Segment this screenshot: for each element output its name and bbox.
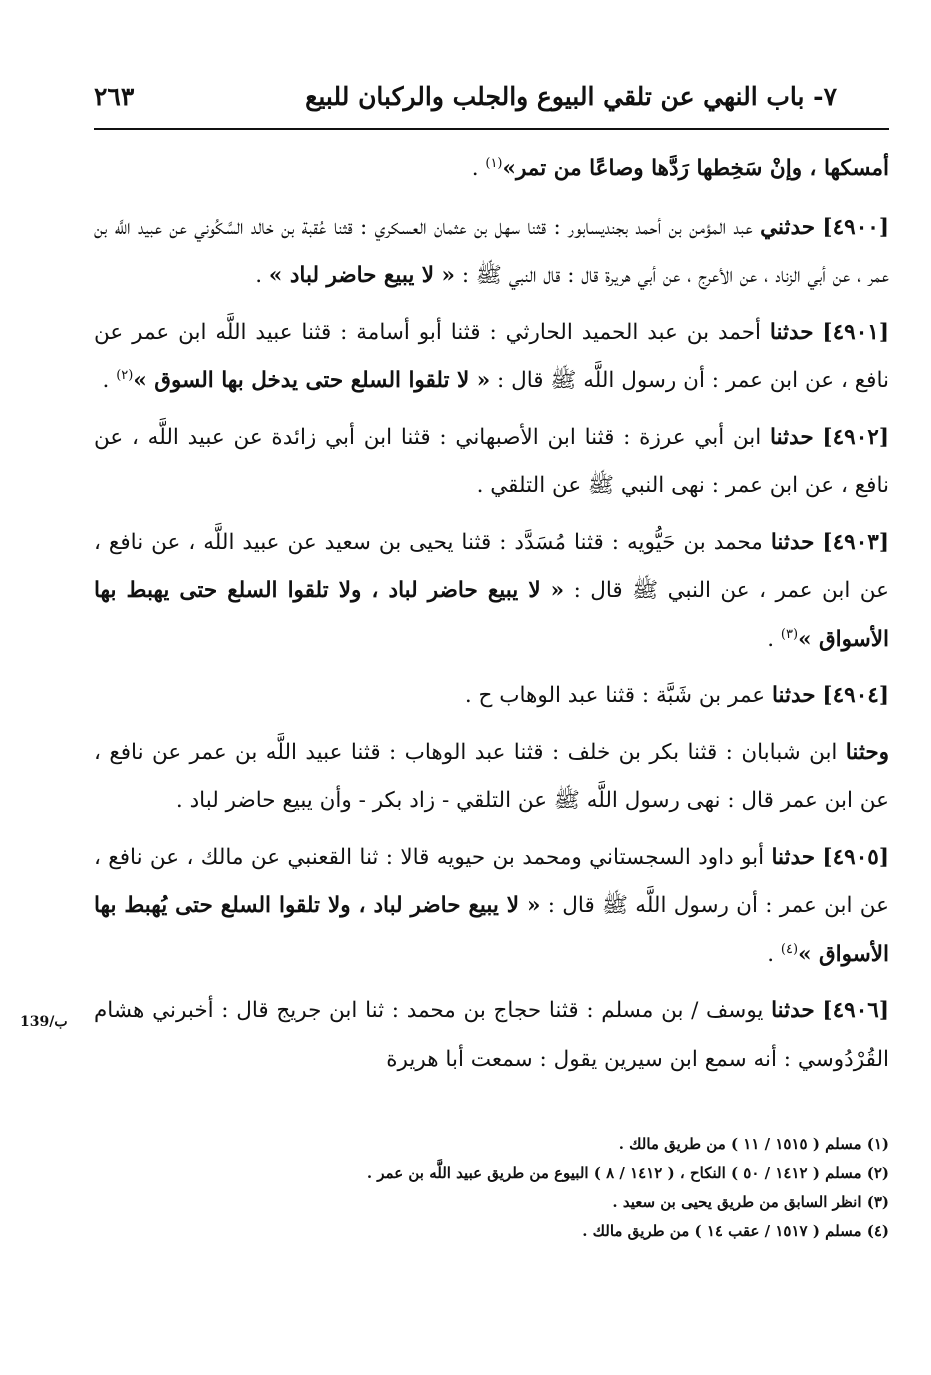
- page-number: ٢٦٣: [94, 82, 135, 111]
- paragraph: [94, 519, 889, 665]
- isnad-text: عبد المؤمن بن أحمد بجنديسابور : قثنا سهل بن عثمان العسكري : قثنا عُقبة بن خالد السَّكُوني عن عبيد اللَّه بن عمر ، عن أبي الزناد ، عن الأعرج ، عن أبي هريرة قال : قال النبي ﷺ :: [94, 214, 889, 288]
- hadith-text: « لا يبيع حاضر لباد ، ولا تلقوا السلع حتى يُهبط بها الأسواق »: [94, 893, 889, 967]
- footnote-ref: (٢): [116, 367, 134, 383]
- paragraph: [94, 145, 889, 194]
- hadith-number: [٤٩٠٦]: [822, 998, 889, 1023]
- footnote: (١) مسلم ( ١٥١٥ / ١١ ) من طريق مالك .: [618, 1135, 889, 1153]
- paragraph: [94, 204, 889, 301]
- chapter-title: ٧- باب النهي عن تلقي البيوع والجلب والركبان للبيع: [305, 82, 837, 111]
- narration-opener: حدثنا: [771, 998, 815, 1023]
- isnad-text: عمر بن شَبَّة : قثنا عبد الوهاب ح .: [464, 683, 772, 708]
- footnote-ref: (٣): [780, 626, 799, 642]
- paragraph-end: .: [102, 368, 117, 393]
- isnad-text: أبو داود السجستاني ومحمد بن حيويه قالا : ثنا القعنبي عن مالك ، عن نافع ، عن ابن عمر : أن رسول اللَّه ﷺ قال :: [94, 844, 889, 918]
- isnad-text: ابن شبابان : قثنا بكر بن خلف : قثنا عبد الوهاب : قثنا عبيد اللَّه بن عمر عن نافع ، عن ابن عمر قال : نهى رسول اللَّه ﷺ عن التلقي - زاد بكر - وأن يبيع حاضر لباد .: [94, 739, 889, 813]
- hadith-text: « لا تلقوا السلع حتى يدخل بها السوق »: [133, 368, 491, 393]
- isnad-text: أحمد بن عبد الحميد الحارثي : قثنا أبو أسامة : قثنا عبيد اللَّه ابن عمر عن نافع ، عن ابن عمر : أن رسول اللَّه ﷺ قال :: [94, 319, 889, 393]
- paragraph: [94, 309, 889, 406]
- footnote-ref: (٤): [780, 941, 799, 957]
- paragraph: [94, 834, 889, 980]
- narration-opener: حدثني: [760, 214, 816, 240]
- hadith-number: [٤٩٠٣]: [822, 529, 889, 555]
- header-rule: [94, 128, 889, 130]
- hadith-text: « لا يبيع حاضر لباد ، ولا تلقوا السلع حتى يهبط بها الأسواق »: [94, 578, 889, 652]
- hadith-text: أمسكها ، وإنْ سَخِطها رَدَّها وصاعًا من تمر»: [502, 156, 889, 181]
- paragraph-end: .: [767, 941, 781, 967]
- narration-opener: حدثنا: [771, 683, 816, 708]
- running-header: [94, 78, 837, 122]
- margin-folio-note: 139/ب: [20, 1014, 68, 1030]
- isnad-text: ابن أبي عرزة : قثنا ابن الأصبهاني : قثنا ابن أبي زائدة عن عبيد اللَّه ، عن نافع ، عن ابن عمر : نهى النبي ﷺ عن التلقي .: [94, 424, 889, 498]
- paragraph-end: .: [767, 626, 781, 652]
- hadith-number: [٤٩٠١]: [822, 319, 889, 345]
- paragraph: [94, 729, 889, 826]
- paragraph: [94, 987, 889, 1084]
- footnote: (٣) انظر السابق من طريق يحيى بن سعيد .: [612, 1193, 889, 1211]
- footnote: (٤) مسلم ( ١٥١٧ / عقب ١٤ ) من طريق مالك .: [582, 1222, 889, 1240]
- paragraph-end: .: [255, 263, 269, 288]
- narration-opener: حدثنا: [770, 529, 815, 555]
- footnote: (٢) مسلم ( ١٤١٢ / ٥٠ ) النكاح ، ( ١٤١٢ / ٨ ) البيوع من طريق عبيد اللَّه بن عمر .: [366, 1164, 889, 1182]
- isnad-text: يوسف / بن مسلم : قثنا حجاج بن محمد : ثنا ابن جريج قال : أخبرني هشام القُرْدُوسي : أنه سمع ابن سيرين يقول : سمعت أبا هريرة: [94, 998, 889, 1072]
- narration-opener: حدثنا: [771, 844, 816, 870]
- paragraph: [94, 414, 889, 511]
- hadith-text: « لا يبيع حاضر لباد »: [268, 263, 455, 288]
- narration-opener: حدثنا: [769, 319, 814, 345]
- hadith-number: [٤٩٠٢]: [822, 424, 889, 450]
- hadith-number: [٤٩٠٤]: [822, 683, 889, 708]
- main-text: [94, 145, 889, 1092]
- narration-opener: حدثنا: [770, 424, 814, 450]
- paragraph-end: .: [471, 156, 486, 181]
- paragraph: [94, 672, 889, 721]
- isnad-text: محمد بن حَيُّويه : قثنا مُسَدَّد : قثنا يحيى بن سعيد عن عبيد اللَّه ، عن نافع ، عن ابن عمر ، عن النبي ﷺ قال :: [94, 529, 889, 603]
- footnote-ref: (١): [485, 155, 503, 171]
- footnotes: [94, 1130, 889, 1246]
- hadith-number: [٤٩٠٥]: [822, 844, 889, 870]
- narration-opener: وحثنا: [845, 739, 889, 765]
- hadith-number: [٤٩٠٠]: [822, 214, 889, 240]
